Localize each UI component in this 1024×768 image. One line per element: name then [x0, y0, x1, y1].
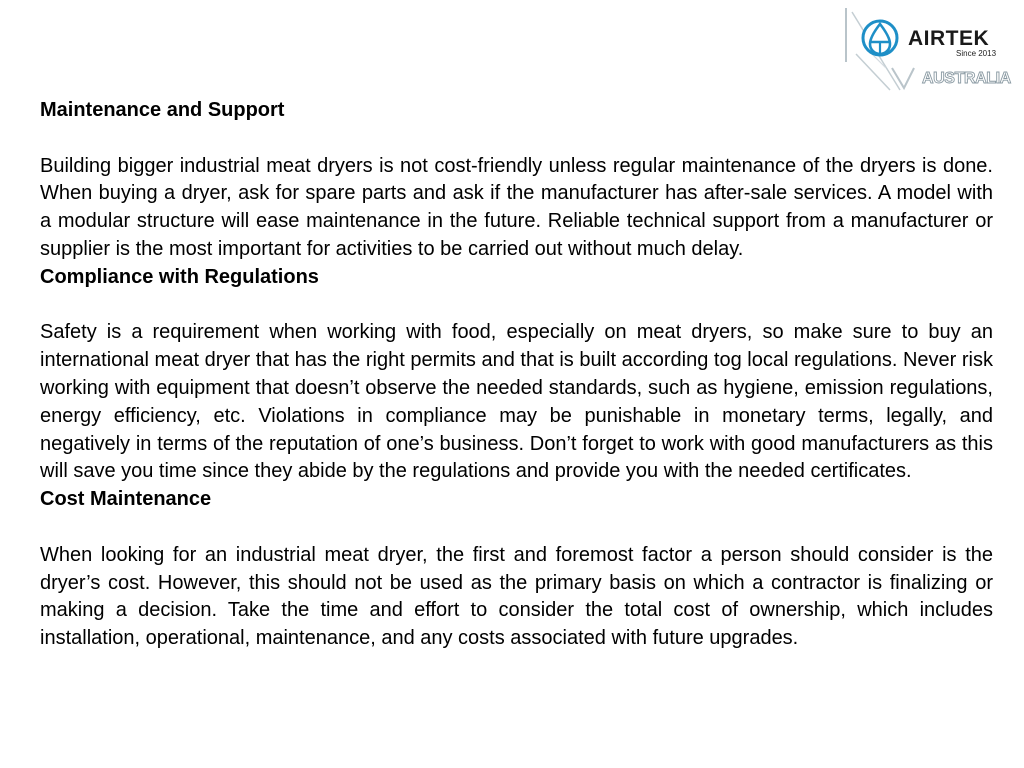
section-heading-cost: Cost Maintenance — [40, 488, 212, 511]
brand-country: AUSTRALIA — [922, 70, 1011, 87]
brand-since: Since 2013 — [956, 49, 997, 58]
section-heading-compliance: Compliance with Regulations — [40, 265, 319, 288]
section-heading-maintenance: Maintenance and Support — [40, 99, 285, 121]
section-body-cost: When looking for an industrial meat dryer, the first and foremost factor a person should consider is the dryer’s cost. However, this should not be used as the primary basis on which a contractor is finalizing or making a decision. Take the time and effort to consider the total cost of ownership, which includes installation, operational, maintenance, and any costs associated with future upgrades. — [40, 543, 993, 650]
section-body-compliance: Safety is a requirement when working with food, especially on meat dryers, so make sure to buy an international meat dryer that has the right permits and that is built according tog local regulations. Never risk working with equipment that doesn’t observe the needed standards, such as hygiene, emission regulations, energy efficiency, etc. Violations in compliance may be punishable in monetary terms, legally, and negatively in terms of the reputation of one’s business. Don’t forget to work with good manufacturers as this will save you time since they abide by the regulations and provide you with the needed certificates. — [40, 321, 993, 483]
document-body — [40, 97, 993, 653]
brand-name: AIRTEK — [908, 27, 990, 50]
section-body-maintenance: Building bigger industrial meat dryers is not cost-friendly unless regular maintenance of the dryers is done. When buying a dryer, ask for spare parts and ask if the manufacturer has after-sale services. A model with a modular structure will ease maintenance in the future. Reliable technical support from a manufacturer or supplier is the most important for activities to be carried out without much delay. — [40, 154, 993, 260]
airtek-logo — [842, 4, 1024, 92]
